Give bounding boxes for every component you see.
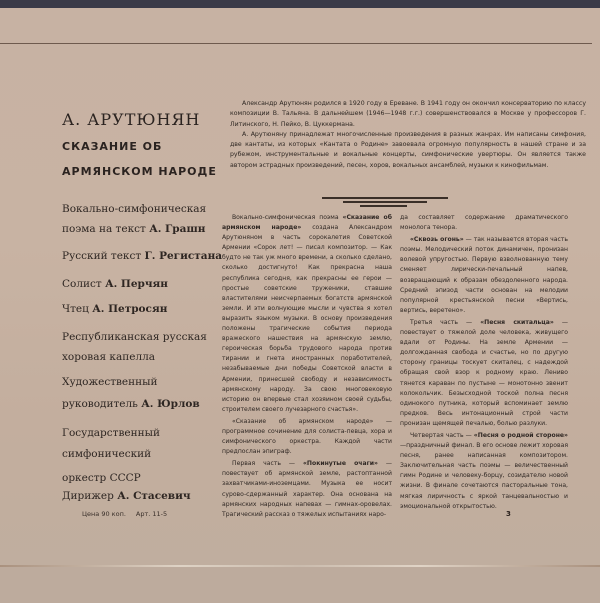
credit-line — [62, 351, 155, 363]
credit-line — [62, 303, 167, 315]
rule-line — [343, 201, 427, 203]
credit-label: поэма на текст — [62, 223, 146, 235]
credit-line — [62, 203, 206, 215]
text-run: —праздничный финал. В его основе лежит хоровая песня, ранее написанная композитором. Заключительная часть поэмы — величественный гимн Родине и человеку-борцу, созидателю новой жизни. В финале сочетаются пасторальные тона, мягкая лиричность с яркой танцевальностью и эмоциональной открытостью. — [400, 442, 568, 510]
credit-label: Государственный — [62, 427, 160, 439]
credit-line — [62, 278, 168, 290]
rule-line — [322, 197, 448, 199]
text-run: Третья часть — — [410, 318, 481, 326]
article-label: Арт. 11-5 — [135, 510, 168, 518]
composer-name: А. АРУТЮНЯН — [62, 110, 201, 129]
part-title: «Песня скитальца» — [480, 318, 554, 326]
credit-label: Республиканская русская — [62, 331, 207, 343]
annotation-paragraph — [400, 318, 568, 429]
annotation-column-left — [222, 213, 392, 522]
annotation-column-right — [400, 213, 568, 514]
annotation-paragraph — [400, 431, 568, 512]
credit-line — [62, 490, 191, 502]
annotation-paragraph — [400, 235, 568, 316]
text-run: Четвертая часть — — [410, 431, 474, 439]
credit-name: А. Стасевич — [117, 490, 191, 502]
annotation-paragraph: «Сказание об армянском народе» — программное сочинение для солиста-певца, хора и симфонического оркестра. Каждой части предпослан эпиграф. — [222, 417, 392, 456]
text-run: — так называется вторая часть поэмы. Мелодический поток динамичен, пронизан волевой упругостью. Первую взволнованную тему сменяет лирически-печальный напев, возвращающий к образам обездоленного народа. Средний эпизод части основан на мелодии популярной крестьянской песни «Вертись, вертись, веретено». — [400, 236, 568, 314]
work-title: «Сказание об армянском народе» — [222, 214, 392, 232]
credits-column — [62, 110, 223, 502]
credit-line — [62, 448, 151, 460]
text-run: — повествует об армянской земле, растоптанной захватчиками-иноземцами. Музыка ее носит суровo-сдержанный характер. Она основана на армянских народных напевах — гимнах-оровелах. Трагический рассказ о тяжелых испытаниях наро- — [222, 460, 393, 518]
rule-line — [360, 205, 407, 207]
text-run: Вокально-симфоническая поэма — [232, 214, 343, 221]
credit-name: А. Грашн — [149, 223, 206, 235]
annotation-paragraph: да составляет содержание драматического монолога тенора. — [400, 214, 568, 232]
price-info — [82, 510, 167, 518]
credit-label: Русский текст — [62, 250, 142, 262]
credit-line — [62, 223, 205, 235]
credit-label: Чтец — [62, 303, 89, 315]
credit-name: А. Перчян — [105, 278, 168, 290]
credit-line — [62, 376, 157, 388]
credit-line — [62, 331, 207, 343]
credit-label: Вокально-симфоническая — [62, 203, 207, 215]
bio-paragraph: Александр Арутюнян родился в 1920 году в Ереване. В 1941 году он окончил консерваторию по классу композиции В. Тальяна. В дальнейшем (1946—1948 г.г.) совершенствовался в Москве у профессоров Г. Литинского, Н. Пейко, В. Цуккермана. — [230, 100, 586, 128]
album-title-line-2: АРМЯНСКОМ НАРОДЕ — [62, 165, 217, 178]
credit-label: Художественный — [62, 376, 158, 388]
credit-name: А. Юрлов — [141, 398, 200, 410]
sleeve-bottom-flap — [0, 567, 600, 603]
page-number: 3 — [506, 510, 511, 518]
text-run: — повествует о тяжелой доле человека, живущего вдали от Родины. На земле Армении — долгожданная свобода и счастье, но по другую сторону границы тоскует скиталец, с надеждой обращая свой взор к родному краю. Лениво тянется караван по пустыне — монотонно звенит колокольчик. Безысходной тоской полна песня одинокого путника, который вспоминает землю предков. Весь интонационный строй части пронизан щемящей печалью, болью разлуки. — [400, 318, 568, 427]
text-run: создана Александром Арутюняном в часть сорокалетия Советской Армении «Сорок лет! — писал композитор. — Как будто не так уж много времени, а сколько сделано, сколько достигнуто! Как прекрасна наша республика сегодня, как прекрасны ее герои — простые советские труженики, ставшие властителями неисчерпаемых богатств армянской земли. И эти волнующие мысли и чувства я хотел выразить языком музыки. В основу произведения положены трагические события периода вражеского нашествия на армянскую землю, героическая борьба трудового народа против тирании и гнета иностранных поработителей, незабываемые дни победы Советской власти в Армении, принесшей свободу и независимость армянскому народу. За свою многовековую историю он впервые стал хозяином своей судьбы, строителем своего лучезарного счастья». — [222, 224, 392, 413]
credit-label: хоровая капелла — [62, 351, 156, 363]
composer-biography — [230, 99, 586, 171]
top-dark-edge — [0, 0, 600, 8]
album-title-line-1: СКАЗАНИЕ ОБ — [62, 140, 163, 153]
credit-line — [62, 427, 160, 439]
price-label: Цена 90 коп. — [82, 510, 126, 518]
annotation-paragraph — [222, 213, 392, 415]
text-run: Первая часть — — [232, 460, 303, 468]
bio-paragraph: А. Арутюняну принадлежат многочисленные произведения в разных жанрах. Им написаны симфония, две кантаты, из которых «Кантата о Родине» завоевала огромную популярность в нашей стране и за рубежом, инструментальные и вокальные концерты, симфонические увертюры. Он является также автором эстрадных произведений, песен, хоров, вокальных ансамблей, музыки к кинофильмам. — [230, 130, 586, 169]
part-title: «Песня о родной стороне» — [473, 431, 568, 439]
part-title: «Покинутые очаги» — [302, 460, 378, 468]
credit-line — [62, 472, 141, 484]
credit-name: Г. Регистана — [144, 250, 223, 262]
credit-label: Дирижер — [62, 490, 114, 502]
credit-label: симфонический — [62, 448, 152, 460]
credit-label: Солист — [62, 278, 102, 290]
credit-label: руководитель — [62, 398, 138, 410]
credit-line — [62, 398, 200, 410]
part-title: «Сквозь огонь» — [410, 236, 464, 244]
credit-label: оркестр СССР — [62, 472, 141, 484]
annotation-paragraph — [222, 459, 392, 520]
top-fold-line — [0, 43, 592, 44]
credit-name: А. Петросян — [92, 303, 168, 315]
credit-line — [62, 250, 222, 262]
